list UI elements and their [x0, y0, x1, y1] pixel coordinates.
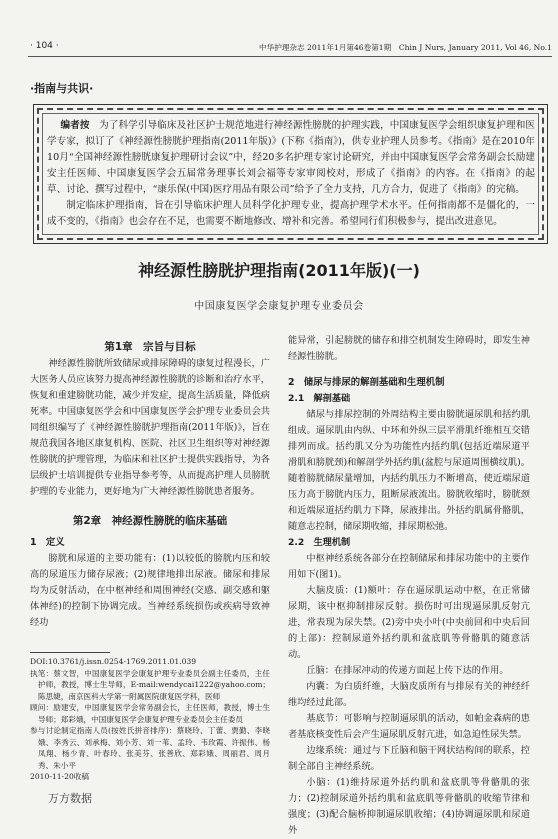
- editor-note-paragraph: 制定临床护理指南，旨在引导临床护理人员科学化护理专业，提高护理学术水平。任何指南都不是僵化的，一成不变的，《指南》也会存在不足，也需要不断地修改、增补和完善。希望同行们积极参与，提出改进意见。: [47, 200, 535, 227]
- left-column: [30, 338, 270, 628]
- body-paragraph: 边缘系统：通过与下丘脑和脑干网状结构间的联系，控制全部自主神经系统。: [288, 745, 530, 772]
- body-paragraph: 内囊：为白质纤维，大脑皮质所有与排尿有关的神经纤维均经过此部。: [288, 681, 530, 708]
- footnotes: [30, 656, 270, 786]
- footnote-advisors: 顾问：励建安，中国康复医学会常务副会长，主任医师，教授，博士生导师；郑彩娥，中国康复医学会康复护理专业委员会主任委员: [30, 703, 270, 724]
- article-author: 中国康复医学会康复护理专业委员会: [194, 301, 364, 312]
- right-column: [288, 333, 530, 836]
- journal-info: 中华护理杂志 2011年1月第46卷第1期 Chin J Nurs, January 2011, Vol 46, No.1: [259, 43, 552, 52]
- header-rule: [28, 56, 552, 57]
- footnote-received-date: 2010-11-20收稿: [30, 772, 89, 781]
- chapter-heading: 第1章 宗旨与目标: [104, 341, 196, 353]
- footnote-rule: [30, 652, 110, 653]
- body-paragraph: 基底节：可影响与控制逼尿肌的活动，如帕金森病的患者基底核变性后会产生逼尿肌反射亢进，如急迫性尿失禁。: [288, 713, 530, 740]
- body-paragraph: 能异常，引起膀胱的储存和排空机制发生障碍时，即发生神经源性膀胱。: [288, 335, 530, 362]
- footnote-doi: DOI:10.3761/j.issn.0254-1769.2011.01.039: [30, 657, 197, 666]
- subsection-heading: 2.1 解剖基础: [288, 393, 351, 404]
- footnote-writers: 执笔：蔡文智，中国康复医学会康复护理专业委员会副主任委员，主任护师，教授，博士生导师，E-mail:wendycai1222@yahoo.com；陈思婕，南京医科大学第一附属医院康复医学科，医师: [30, 668, 270, 701]
- editor-note-paragraph: [47, 118, 535, 198]
- watermark: 万方数据: [48, 792, 92, 805]
- article-title: 神经源性膀胱护理指南(2011年版)(一): [138, 261, 420, 280]
- chapter-heading: 第2章 神经源性膀胱的临床基础: [72, 515, 228, 527]
- editor-note: [47, 118, 535, 236]
- section-heading: 1 定义: [30, 537, 65, 548]
- page-number: · 104 ·: [30, 41, 59, 51]
- editor-note-label: 编者按: [60, 120, 90, 131]
- body-paragraph: 神经源性膀胱所致储尿或排尿障碍的康复过程漫长，广大医务人员应该努力提高神经源性膀胱的诊断和治疗水平，恢复和重建膀胱功能，减少并发症，提高生活质量，降低病死率。中国康复医学会和中国康复医学会护理专业委员会共同组织编写了《神经源性膀胱护理指南(2011年版)》，旨在规范我国各地区康复机构、医院、社区卫生组织等对神经源性膀胱的护理管理，为临床和社区护士提供实践指导，为各层级护士培训提供专业指导参考等，从而提高护理人员膀胱护理的专业能力，更好地为广大神经源性膀胱患者服务。: [30, 358, 270, 497]
- subsection-heading: 2.2 生理机制: [288, 537, 351, 548]
- body-paragraph: 膀胱和尿道的主要功能有：(1)以较低的膀胱内压和较高的尿道压力储存尿液；(2)规律地排出尿液。储尿和排尿均为反射活动，在中枢神经和周围神经(交感、副交感和躯体神经)的控制下协调完成。当神经系统损伤或疾病导致神经功: [30, 553, 270, 628]
- body-paragraph: 中枢神经系统各部分在控制储尿和排尿功能中的主要作用如下(图1)。: [288, 553, 530, 580]
- footnote-participants: 参与讨论制定指南人员(按姓氏拼音排序)：蔡晓玲、丁蕾、贾勤、李晓娥、李秀云、刘承梅、刘小芳、刘一苇、孟玲、韦玫霞、许振伟、杨凤翔、杨少青、叶春玲、张美芬、张善欣、郑彩娥、周丽君、周月秀、朱小平: [30, 726, 270, 770]
- body-paragraph: 丘脑：在排尿冲动的传递方面起上传下达的作用。: [306, 665, 509, 676]
- body-paragraph: 小脑：(1)维持尿道外括约肌和盆底肌等骨骼肌的张力；(2)控制尿道外括约肌和盆底肌等骨骼肌的收缩节律和强度；(3)配合脑桥抑制逼尿肌收缩；(4)协调逼尿肌和尿道外: [288, 777, 530, 836]
- section-label: ·指南与共识·: [30, 82, 94, 95]
- section-heading: 2 储尿与排尿的解剖基础和生理机制: [288, 377, 445, 388]
- editor-note-text: 为了科学引导临床及社区护士规范地进行神经源性膀胱的护理实践，中国康复医学会组织康复护理和医学专家，拟订了《神经源性膀胱护理指南(2011年版)》(下称《指南》)，供专业护理人员参考。《指南》是在2010年10月“全国神经源性膀胱康复护理研讨会议”中，经20多名护理专家讨论研究，并由中国康复医学会常务副会长励建安主任医师、中国康复医学会五届常务理事长刘会福等专家审阅校对，形成了《指南》的内容。在《指南》的起草、讨论、撰写过程中，“康乐保(中国)医疗用品有限公司”给予了全力支持，几方合力，促进了《指南》的完稿。: [47, 120, 536, 195]
- body-paragraph: 大脑皮质：(1)额叶：存在逼尿肌运动中枢，在正常储尿期，该中枢抑制排尿反射。损伤时可出现逼尿肌反射亢进，常表现为尿失禁。(2)旁中央小叶(中央前回和中央后回的上部)：控制尿道外括约肌和盆底肌等骨骼肌的随意活动。: [288, 585, 530, 660]
- body-paragraph: 储尿与排尿控制的外周结构主要由膀胱逼尿肌和括约肌组成。逼尿肌由内纵、中环和外纵三层平滑肌纤维相互交错排列而成。括约肌又分为功能性内括约肌(包括近端尿道平滑肌和膀胱颈)和解剖学外括约肌(盆腔与尿道周围横纹肌)。随着膀胱储尿量增加，内括约肌压力不断增高，使近端尿道压力高于膀胱内压力，阻断尿液流出。膀胱收缩时，膀胱颈和近端尿道括约肌力下降，尿液排出。外括约肌属骨骼肌，随意志控制，储尿期收缩，排尿期松弛。: [288, 409, 530, 532]
